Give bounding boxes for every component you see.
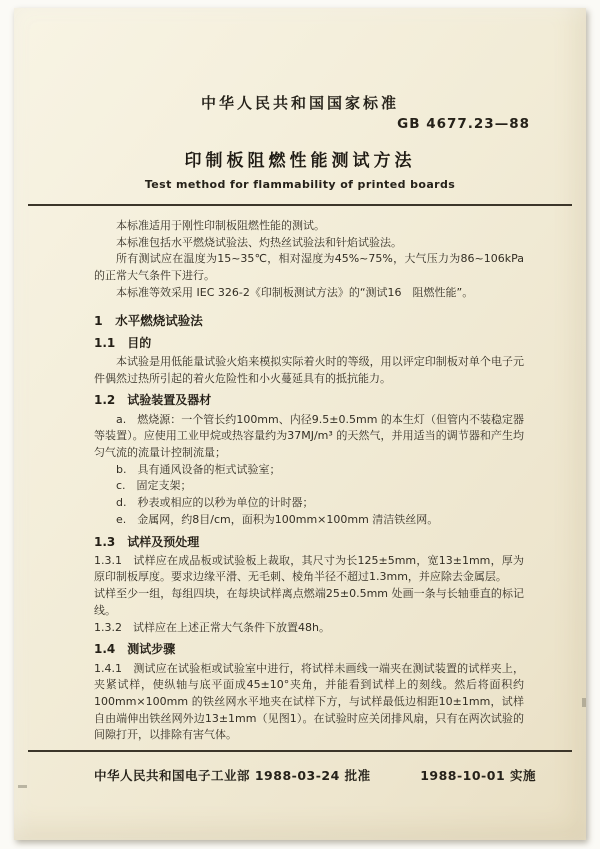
equipment-item-b: b. 具有通风设备的柜式试验室；	[116, 462, 281, 476]
intro-paragraph-iec-ref: 本标准等效采用 IEC 326-2《印制板测试方法》的“测试16 阻燃性能”。	[116, 285, 474, 299]
document-title-cn: 印制板阻燃性能测试方法	[184, 151, 416, 171]
document-title-en: Test method for flammability of printed boards	[144, 178, 456, 191]
document-body	[94, 218, 524, 744]
intro-paragraph-methods: 本标准包括水平燃烧试验法、灼热丝试验法和针焰试验法。	[116, 235, 402, 249]
equipment-item-d: d. 秒表或相应的以秒为单位的计时器；	[116, 496, 314, 510]
clause-1-3-1: 1.3.1 试样应在成品板或试验板上裁取，其尺寸为长125±5mm，宽13±1mm，厚为原印制板厚度。要求边缘平滑、无毛刺、棱角半径不超过1.3mm，并应除去金属层。	[94, 553, 524, 584]
scan-artifact	[582, 698, 586, 707]
section-1-1-paragraph: 本试验是用低能量试验火焰来模拟实际着火时的等级，用以评定印制板对单个电子元件偶然过热所引起的着火危险性和小火蔓延具有的抵抗能力。	[94, 354, 524, 385]
clause-1-3-1-continued: 试样至少一组，每组四块，在每块试样离点燃端25±0.5mm 处画一条与长轴垂直的标记线。	[94, 587, 524, 617]
section-1-heading: 1 水平燃烧试验法	[94, 312, 203, 328]
header-divider	[28, 204, 572, 206]
approval-note: 中华人民共和国电子工业部 1988-03-24 批准	[94, 768, 371, 783]
document-footer	[94, 766, 536, 784]
section-1-2-heading: 1.2 试验装置及器材	[94, 393, 212, 408]
standard-org-title: 中华人民共和国国家标准	[200, 94, 399, 112]
standard-number: GB 4677.23—88	[397, 116, 530, 132]
intro-paragraph-scope: 本标准适用于刚性印制板阻燃性能的测试。	[116, 219, 325, 232]
section-1-1-heading: 1.1 目的	[94, 335, 152, 350]
section-1-4-heading: 1.4 测试步骤	[94, 642, 176, 657]
clause-1-3-2: 1.3.2 试样应在上述正常大气条件下放置48h。	[94, 620, 330, 634]
document-header	[14, 8, 586, 191]
equipment-item-c: c. 固定支架；	[116, 479, 192, 493]
scan-artifact	[18, 785, 27, 788]
section-1-3-heading: 1.3 试样及预处理	[94, 534, 200, 549]
implementation-date: 1988-10-01 实施	[420, 768, 536, 783]
equipment-item-e: e. 金属网，约8目/cm，面积为100mm×100mm 清洁铁丝网。	[116, 512, 439, 526]
document-page	[14, 8, 586, 840]
equipment-item-a: a. 燃烧源：一个管长约100mm、内径9.5±0.5mm 的本生灯（但管内不装稳定器等装置）。应使用工业甲烷或热容量约为37MJ/m³ 的天然气，并用适当的调节器和产生均匀气流的流量计控制流量；	[94, 412, 524, 459]
intro-paragraph-conditions: 所有测试应在温度为15~35℃，相对湿度为45%~75%，大气压力为86~106kPa 的正常大气条件下进行。	[94, 252, 524, 283]
footer-divider	[28, 750, 572, 752]
clause-1-4-1: 1.4.1 测试应在试验柜或试验室中进行，将试样未画线一端夹在测试装置的试样夹上，夹紧试样，使纵轴与底平面成45±10°夹角，并能看到试样上的刻线。然后将面积约100mm×100mm 的铁丝网水平地夹在试样下方，与试样最低边相距10±1mm，试样自由端伸出铁丝网外边13±1mm（见图1）。在试验时应关闭排风扇，只有在两次试验的间隙打开，以排除有害气体。	[94, 661, 524, 742]
